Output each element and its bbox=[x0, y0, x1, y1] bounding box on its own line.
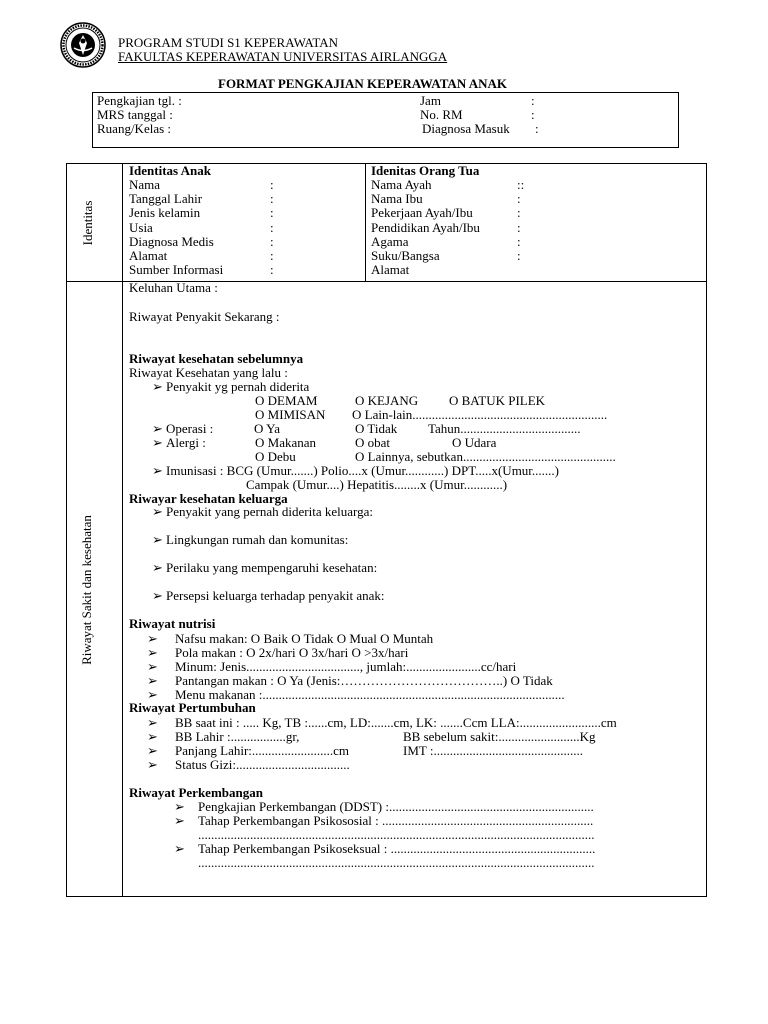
anak-field-label: Usia bbox=[129, 219, 153, 235]
arrow-bullet-icon: ➢ bbox=[152, 463, 163, 478]
ortu-field-label: Alamat bbox=[371, 262, 410, 278]
ortu-field-label: Pendidikan Ayah/Ibu bbox=[371, 219, 480, 235]
anak-field-input[interactable]: : bbox=[270, 191, 274, 207]
minum-item: ➢ Minum: Jenis..................................., jumlah:.......................cc/hari bbox=[147, 659, 517, 674]
anak-field-input[interactable]: : bbox=[270, 233, 274, 249]
batuk-pilek-option[interactable]: O BATUK PILEK bbox=[449, 393, 546, 408]
operasi-item: ➢ Operasi : bbox=[152, 421, 214, 436]
imunisasi-item: ➢ Imunisasi : BCG (Umur.......) Polio....x (Umur............) DPT.....x(Umur.......) bbox=[152, 463, 560, 478]
psikoseksual-item: ➢ Tahap Perkembangan Psikoseksual : ............................................................... bbox=[174, 841, 596, 856]
bb-sebelum-sakit-field[interactable]: BB sebelum sakit:.........................Kg bbox=[403, 729, 596, 744]
status-gizi-item: ➢ Status Gizi:................................... bbox=[147, 757, 350, 772]
page-title: FORMAT PENGKAJIAN KEPERAWATAN ANAK bbox=[218, 76, 508, 91]
ortu-field-input[interactable]: : bbox=[517, 191, 521, 207]
keluarga-item: ➢ Penyakit yang pernah diderita keluarga: bbox=[152, 504, 373, 519]
campak-hepatitis-line: Campak (Umur....) Hepatitis........x (Umur............) bbox=[246, 477, 508, 492]
arrow-bullet-icon: ➢ bbox=[152, 504, 163, 519]
operasi-tahun-field[interactable]: Tahun..................................... bbox=[428, 421, 581, 436]
kesehatan-yang-lalu: Riwayat Kesehatan yang lalu : bbox=[129, 365, 288, 380]
diagnosa-colon: : bbox=[535, 121, 539, 136]
norm-colon: : bbox=[531, 107, 535, 122]
arrow-bullet-icon: ➢ bbox=[147, 631, 158, 646]
arrow-bullet-icon: ➢ bbox=[152, 379, 163, 394]
arrow-bullet-icon: ➢ bbox=[174, 799, 185, 814]
arrow-bullet-icon: ➢ bbox=[147, 645, 158, 660]
ortu-field-label: Nama Ibu bbox=[371, 191, 423, 207]
alergi-obat-option[interactable]: O obat bbox=[355, 435, 391, 450]
arrow-bullet-icon: ➢ bbox=[152, 532, 163, 547]
arrow-bullet-icon: ➢ bbox=[152, 560, 163, 575]
keluarga-item: ➢ Perilaku yang mempengaruhi kesehatan: bbox=[152, 560, 378, 575]
jam-label: Jam bbox=[420, 93, 441, 108]
panjang-lahir-item: ➢ Panjang Lahir:.........................cm bbox=[147, 743, 350, 758]
faculty-line: FAKULTAS KEPERAWATAN UNIVERSITAS AIRLANGGA bbox=[118, 49, 448, 64]
psikoseksual-dots: .......................................................................................................................... bbox=[198, 855, 595, 870]
riwayat-side-label: Riwayat Sakit dan kesehatan bbox=[79, 515, 94, 665]
keluarga-item: ➢ Persepsi keluarga terhadap penyakit anak: bbox=[152, 588, 385, 603]
alergi-udara-option[interactable]: O Udara bbox=[452, 435, 497, 450]
keluarga-item: ➢ Lingkungan rumah dan komunitas: bbox=[152, 532, 349, 547]
arrow-bullet-icon: ➢ bbox=[174, 841, 185, 856]
jam-colon: : bbox=[531, 93, 535, 108]
identitas-side-label: Identitas bbox=[80, 200, 95, 246]
imt-field[interactable]: IMT :.............................................. bbox=[403, 743, 583, 758]
side-column-divider bbox=[122, 163, 123, 897]
arrow-bullet-icon: ➢ bbox=[152, 421, 163, 436]
arrow-bullet-icon: ➢ bbox=[147, 659, 158, 674]
ortu-field-input[interactable]: : bbox=[517, 233, 521, 249]
anak-field-label: Sumber Informasi bbox=[129, 262, 224, 278]
program-line: PROGRAM STUDI S1 KEPERAWATAN bbox=[118, 35, 339, 50]
pengkajian-label: Pengkajian tgl. : bbox=[97, 93, 182, 108]
arrow-bullet-icon: ➢ bbox=[147, 715, 158, 730]
demam-option[interactable]: O DEMAM bbox=[255, 393, 318, 408]
alergi-item: ➢ Alergi : bbox=[152, 435, 206, 450]
ruang-label: Ruang/Kelas : bbox=[97, 121, 172, 136]
arrow-bullet-icon: ➢ bbox=[147, 687, 158, 702]
arrow-bullet-icon: ➢ bbox=[147, 757, 158, 772]
arrow-bullet-icon: ➢ bbox=[152, 435, 163, 450]
bb-lahir-item: ➢ BB Lahir :.................gr, bbox=[147, 729, 300, 744]
anak-field-input[interactable]: : bbox=[270, 177, 274, 192]
anak-field-input[interactable]: : bbox=[270, 205, 274, 221]
pertumbuhan-title: Riwayat Pertumbuhan bbox=[129, 700, 256, 715]
arrow-bullet-icon: ➢ bbox=[147, 743, 158, 758]
anak-field-input[interactable]: : bbox=[270, 219, 274, 235]
arrow-bullet-icon: ➢ bbox=[147, 729, 158, 744]
psikososial-item: ➢ Tahap Perkembangan Psikososial : ................................................................. bbox=[174, 813, 594, 828]
ortu-field-label: Nama Ayah bbox=[371, 177, 432, 192]
pernah-diderita-item: ➢ Penyakit yg pernah diderita bbox=[152, 379, 310, 394]
ortu-field-label: Pekerjaan Ayah/Ibu bbox=[371, 205, 473, 221]
arrow-bullet-icon: ➢ bbox=[174, 813, 185, 828]
identitas-anak-title: Identitas Anak bbox=[129, 163, 211, 178]
perkembangan-title: Riwayat Perkembangan bbox=[129, 785, 263, 800]
identitas-ortu-title: Idenitas Orang Tua bbox=[371, 163, 480, 178]
ddst-item: ➢ Pengkajian Perkembangan (DDST) :............................................................... bbox=[174, 799, 594, 814]
riwayat-sekarang: Riwayat Penyakit Sekarang : bbox=[129, 309, 280, 324]
ortu-field-input[interactable]: :: bbox=[517, 177, 525, 192]
anak-field-label: Diagnosa Medis bbox=[129, 233, 214, 249]
norm-label: No. RM bbox=[420, 107, 463, 122]
ortu-field-label: Suku/Bangsa bbox=[371, 248, 440, 263]
operasi-tidak-option[interactable]: O Tidak bbox=[355, 421, 398, 436]
menu-makanan-item: ➢ Menu makanan :............................................................................................. bbox=[147, 687, 565, 702]
alergi-lainnya-option[interactable]: O Lainnya, sebutkan............................................... bbox=[355, 449, 616, 464]
psikososial-dots: .......................................................................................................................... bbox=[198, 827, 595, 842]
kejang-option[interactable]: O KEJANG bbox=[355, 393, 419, 408]
anak-field-input[interactable]: : bbox=[270, 248, 274, 263]
keluhan-utama: Keluhan Utama : bbox=[129, 280, 218, 295]
ortu-field-input[interactable]: : bbox=[517, 205, 521, 221]
lain-lain-option[interactable]: O Lain-lain............................................................ bbox=[352, 407, 608, 422]
anak-field-label: Alamat bbox=[129, 248, 168, 263]
ortu-field-input[interactable]: : bbox=[517, 219, 521, 235]
sebelumnya-title: Riwayat kesehatan sebelumnya bbox=[129, 351, 304, 366]
pantangan-item: ➢ Pantangan makan : O Ya (Jenis:………………………………..) O Tidak bbox=[147, 673, 553, 688]
anak-field-label: Jenis kelamin bbox=[129, 205, 201, 221]
keluarga-title: Riwayar kesehatan keluarga bbox=[129, 491, 288, 506]
nafsu-makan-item: ➢ Nafsu makan: O Baik O Tidak O Mual O Muntah bbox=[147, 631, 434, 646]
diagnosa-label: Diagnosa Masuk bbox=[422, 121, 510, 136]
alergi-makanan-option[interactable]: O Makanan bbox=[255, 435, 317, 450]
anak-field-input[interactable]: : bbox=[270, 262, 274, 278]
nutrisi-title: Riwayat nutrisi bbox=[129, 616, 216, 631]
pola-makan-item: ➢ Pola makan : O 2x/hari O 3x/hari O >3x/hari bbox=[147, 645, 409, 660]
anak-field-label: Nama bbox=[129, 177, 161, 192]
university-seal-logo bbox=[60, 22, 106, 68]
arrow-bullet-icon: ➢ bbox=[147, 673, 158, 688]
identity-column-divider bbox=[365, 163, 366, 281]
alergi-debu-option[interactable]: O Debu bbox=[255, 449, 296, 464]
operasi-ya-option[interactable]: O Ya bbox=[254, 421, 281, 436]
ortu-field-input[interactable]: : bbox=[517, 248, 521, 263]
mimisan-option[interactable]: O MIMISAN bbox=[255, 407, 326, 422]
bb-saat-ini-item: ➢ BB saat ini : ..... Kg, TB :......cm, LD:.......cm, LK: .......Ccm LLA:.........................cm bbox=[147, 715, 617, 730]
anak-field-label: Tanggal Lahir bbox=[129, 191, 203, 207]
mrs-label: MRS tanggal : bbox=[97, 107, 173, 122]
arrow-bullet-icon: ➢ bbox=[152, 588, 163, 603]
ortu-field-label: Agama bbox=[371, 233, 409, 249]
